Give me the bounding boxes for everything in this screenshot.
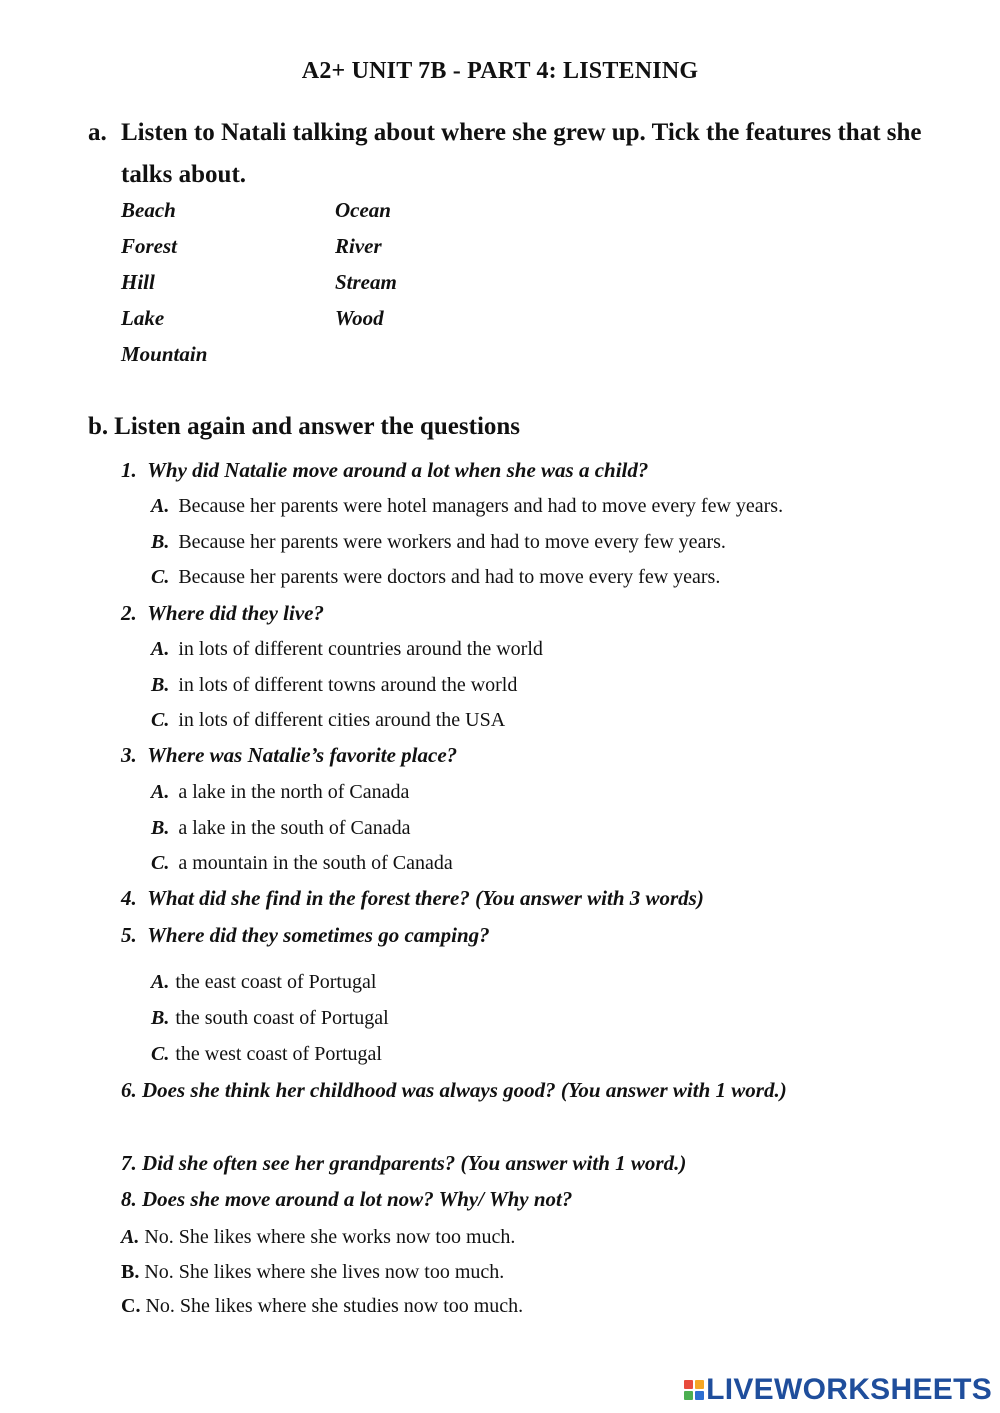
question-1 [121, 458, 648, 483]
option-letter: C. [151, 709, 170, 731]
section-a-instruction: Listen to Natali talking about where she grew up. Tick the features that she talks about. [121, 119, 922, 188]
section-a-heading [88, 112, 958, 196]
question-number: 5. [121, 923, 137, 947]
section-a-label: a. [88, 119, 107, 146]
liveworksheets-icon [684, 1380, 704, 1400]
question-text: Where was Natalie’s favorite place? [147, 743, 458, 767]
feature-hill: Hill [121, 270, 155, 294]
option-text: in lots of different cities around the USA [178, 709, 506, 731]
q8-option-b [121, 1261, 504, 1284]
feature-ocean: Ocean [335, 198, 391, 222]
section-b-instruction: Listen again and answer the questions [114, 413, 521, 440]
option-text: the west coast of Portugal [175, 1043, 382, 1065]
question-text: Where did they live? [147, 601, 324, 625]
option-letter: C. [151, 852, 170, 874]
brand-text: LIVEWORKSHEETS [706, 1373, 992, 1406]
q8-option-c [121, 1295, 523, 1318]
option-text: Because her parents were workers and had to move every few years. [178, 531, 726, 553]
option-text: in lots of different countries around the world [178, 638, 543, 660]
option-letter: C. [151, 1043, 170, 1065]
option-letter: A. [151, 495, 170, 517]
option-text: Because her parents were hotel managers and had to move every few years. [178, 495, 784, 517]
option-letter: A. [151, 638, 170, 660]
question-2 [121, 601, 324, 626]
feature-river: River [335, 234, 382, 258]
q5-option-c [151, 1043, 382, 1066]
q3-option-a [151, 781, 409, 804]
q5-option-a [151, 971, 376, 994]
q8-option-a [121, 1226, 515, 1249]
feature-beach: Beach [121, 198, 176, 222]
section-b-label: b. [88, 413, 109, 440]
option-letter: A. [121, 1226, 140, 1248]
liveworksheets-logo[interactable] [684, 1373, 992, 1407]
question-3 [121, 743, 457, 768]
option-text: a lake in the south of Canada [178, 817, 411, 839]
option-text: in lots of different towns around the world [178, 674, 518, 696]
q2-option-b [151, 674, 517, 697]
option-text: Because her parents were doctors and had to move every few years. [178, 566, 721, 588]
option-letter: B. [151, 817, 170, 839]
option-letter: B. [151, 1007, 170, 1029]
question-7: 7. Did she often see her grandparents? (You answer with 1 word.) [121, 1151, 687, 1175]
q1-option-b [151, 531, 726, 554]
option-letter: C. [121, 1295, 141, 1317]
question-5 [121, 923, 490, 948]
option-text: No. She likes where she studies now too much. [145, 1295, 524, 1317]
q1-option-a [151, 495, 783, 518]
option-letter: B. [151, 531, 170, 553]
option-text: No. She likes where she works now too much. [144, 1226, 516, 1248]
feature-stream: Stream [335, 270, 397, 294]
q5-option-b [151, 1007, 389, 1030]
option-letter: A. [151, 781, 170, 803]
q1-option-c [151, 566, 720, 589]
question-number: 1. [121, 458, 137, 482]
option-text: a lake in the north of Canada [178, 781, 410, 803]
question-text: What did she find in the forest there? (You answer with 3 words) [147, 886, 704, 910]
q3-option-c [151, 852, 453, 875]
option-letter: B. [121, 1261, 140, 1283]
question-4 [121, 886, 704, 911]
question-text: Why did Natalie move around a lot when she was a child? [147, 458, 649, 482]
option-text: No. She likes where she lives now too much. [144, 1261, 505, 1283]
option-letter: C. [151, 566, 170, 588]
q2-option-a [151, 638, 543, 661]
question-text: Where did they sometimes go camping? [147, 923, 490, 947]
section-b-heading [88, 413, 520, 441]
option-letter: B. [151, 674, 170, 696]
feature-wood: Wood [335, 306, 384, 330]
option-text: the south coast of Portugal [175, 1007, 389, 1029]
question-6: 6. Does she think her childhood was always good? (You answer with 1 word.) [121, 1078, 787, 1102]
question-8: 8. Does she move around a lot now? Why/ Why not? [121, 1187, 573, 1211]
question-number: 2. [121, 601, 137, 625]
option-text: the east coast of Portugal [175, 971, 377, 993]
feature-lake: Lake [121, 306, 165, 330]
feature-forest: Forest [121, 234, 178, 258]
q2-option-c [151, 709, 505, 732]
question-number: 4. [121, 886, 137, 910]
q3-option-b [151, 817, 411, 840]
option-text: a mountain in the south of Canada [178, 852, 453, 874]
worksheet-title: A2+ UNIT 7B - PART 4: LISTENING [301, 58, 699, 84]
option-letter: A. [151, 971, 170, 993]
question-number: 3. [121, 743, 137, 767]
feature-mountain: Mountain [121, 342, 208, 366]
